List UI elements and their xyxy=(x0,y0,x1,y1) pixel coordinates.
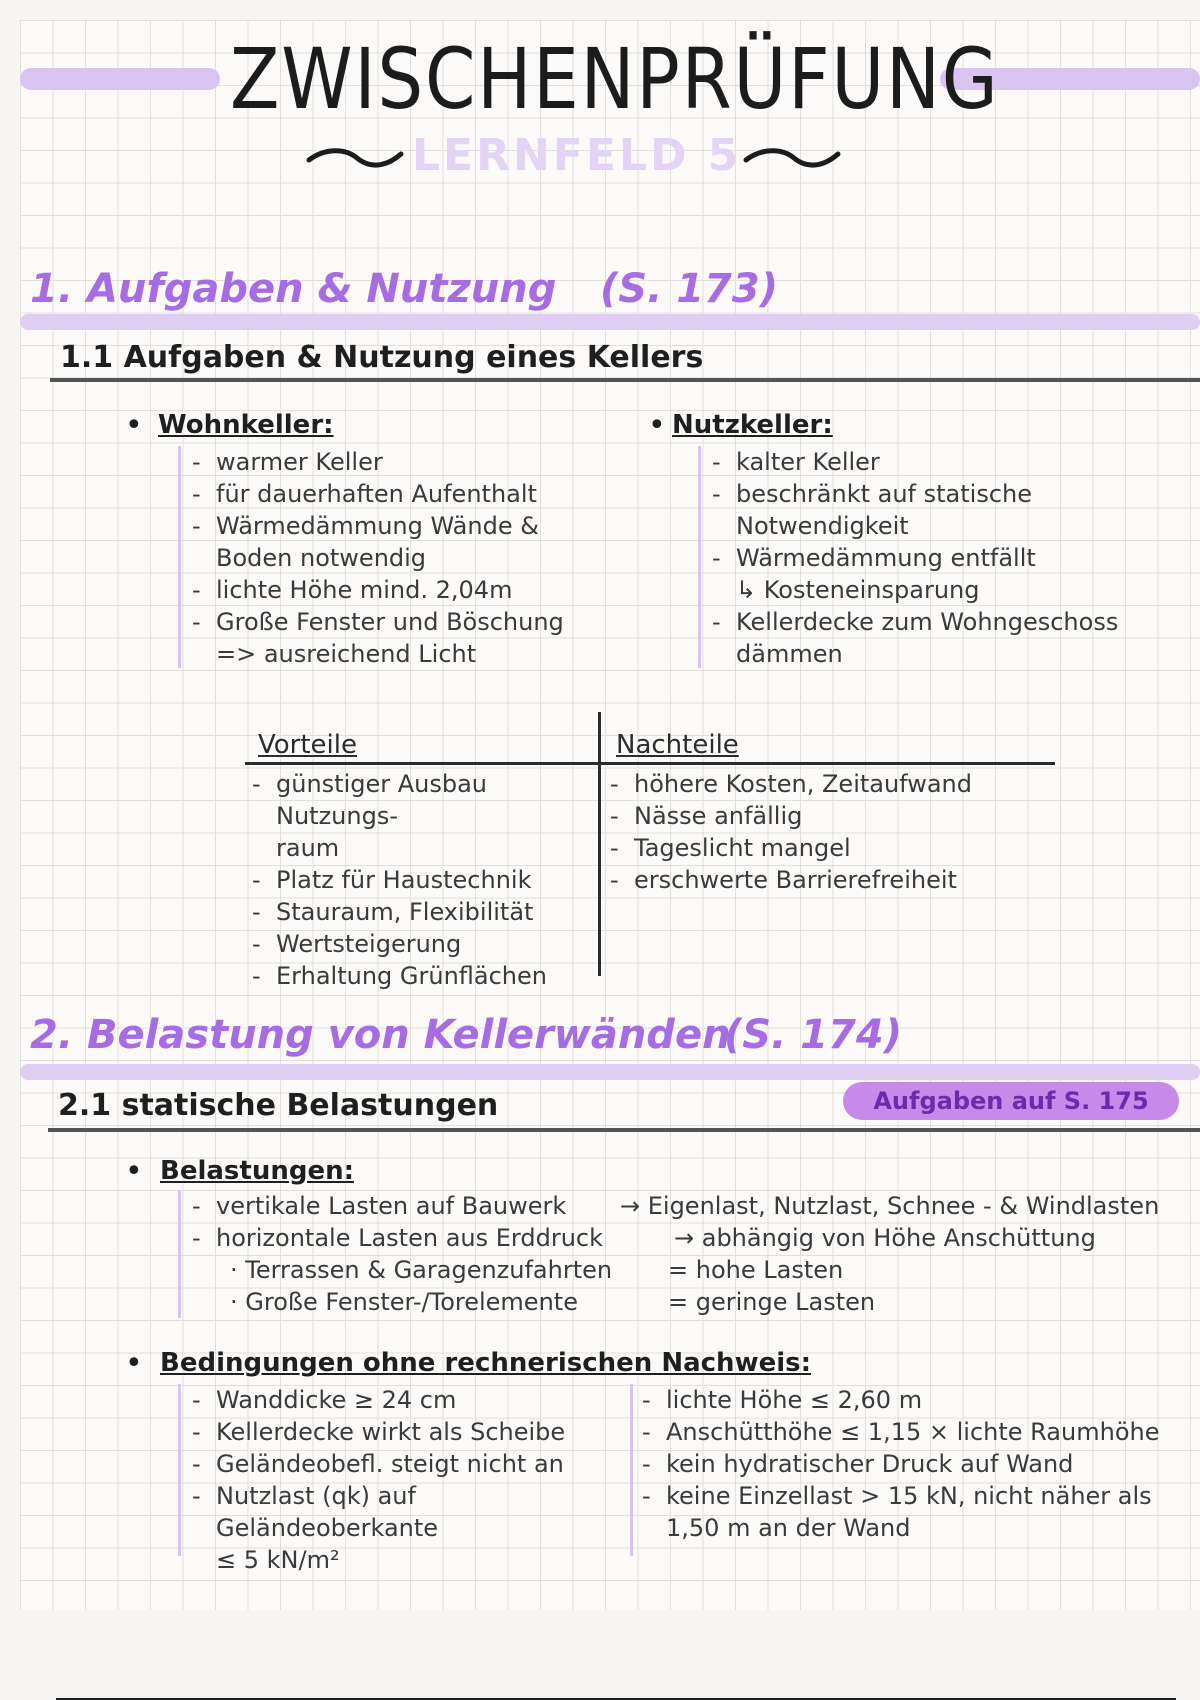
page-subtitle: LERNFELD 5 xyxy=(412,130,742,181)
list-item: - für dauerhaften Aufenthalt xyxy=(186,478,606,510)
section1-sub-rule xyxy=(50,378,1200,382)
section2-sub-rule xyxy=(48,1128,1200,1132)
section2-heading: 2. Belastung von Kellerwänden xyxy=(30,1012,731,1058)
bedingungen-label: Bedingungen ohne rechnerischen Nachweis: xyxy=(160,1348,812,1378)
belastung-arrow-1: → Eigenlast, Nutzlast, Schnee - & Windlasten xyxy=(620,1192,1160,1220)
wohnkeller-label: Wohnkeller: xyxy=(158,410,334,440)
list-item: - kein hydratischer Druck auf Wand xyxy=(636,1448,1198,1480)
list-item: - Geländeobefl. steigt nicht an xyxy=(186,1448,626,1480)
wohnkeller-bar xyxy=(178,446,181,668)
list-item: - Kellerdecke zum Wohngeschoss dämmen xyxy=(706,606,1196,670)
section1-page-ref: (S. 173) xyxy=(600,266,778,312)
bedingungen-bar-right xyxy=(630,1384,633,1556)
bedingungen-left-list xyxy=(186,1384,626,1576)
section2-page-ref: (S. 174) xyxy=(724,1012,902,1058)
vorteile-list xyxy=(246,768,596,992)
bullet-dot: • xyxy=(648,408,666,443)
swirl-right-icon xyxy=(742,146,842,170)
list-item: - vertikale Lasten auf Bauwerk xyxy=(186,1190,656,1222)
section1-subheading: 1.1 Aufgaben & Nutzung eines Kellers xyxy=(60,340,704,375)
bedingungen-bar-left xyxy=(178,1384,181,1556)
belastung-arrow-2: → abhängig von Höhe Anschüttung xyxy=(674,1224,1096,1252)
list-item: - Wärmedämmung entfällt ↳ Kosteneinsparung xyxy=(706,542,1196,606)
list-item: - Kellerdecke wirkt als Scheibe xyxy=(186,1416,626,1448)
belastung-sub-1: · Terrassen & Garagenzufahrten xyxy=(230,1256,613,1284)
list-item: - Wertsteigerung xyxy=(246,928,596,960)
belastungen-label: Belastungen: xyxy=(160,1156,354,1186)
tasks-badge: Aufgaben auf S. 175 xyxy=(843,1082,1179,1120)
wohnkeller-list xyxy=(186,446,606,670)
list-item: - Nutzlast (qk) auf Geländeoberkante ≤ 5 kN/m² xyxy=(186,1480,626,1576)
list-item: - höhere Kosten, Zeitaufwand xyxy=(604,768,1064,800)
list-item: - Anschütthöhe ≤ 1,15 × lichte Raumhöhe xyxy=(636,1416,1198,1448)
nutzkeller-list xyxy=(706,446,1196,670)
page-title: ZWISCHENPRÜFUNG xyxy=(230,30,1000,128)
list-item: - lichte Höhe mind. 2,04m xyxy=(186,574,606,606)
belastungen-list xyxy=(186,1190,656,1254)
list-item: - Wärmedämmung Wände & Boden notwendig xyxy=(186,510,606,574)
vorteile-header: Vorteile xyxy=(258,730,357,760)
table-vertical-rule xyxy=(598,712,601,976)
list-item: - günstiger Ausbau Nutzungs- raum xyxy=(246,768,596,864)
bedingungen-right-list xyxy=(636,1384,1198,1544)
list-item: - Platz für Haustechnik xyxy=(246,864,596,896)
list-item: - horizontale Lasten aus Erddruck xyxy=(186,1222,656,1254)
list-item: - keine Einzellast > 15 kN, nicht näher als 1,50 m an der Wand xyxy=(636,1480,1198,1544)
list-item: - erschwerte Barrierefreiheit xyxy=(604,864,1064,896)
belastungen-bar xyxy=(178,1190,181,1318)
nutzkeller-bar xyxy=(698,446,701,668)
belastung-sub-2: · Große Fenster-/Torelemente xyxy=(230,1288,578,1316)
nachteile-list xyxy=(604,768,1064,896)
bullet-dot: • xyxy=(125,408,143,443)
title-highlight-left xyxy=(20,68,220,90)
section2-highlight xyxy=(20,1064,1200,1080)
belastung-sub-1-result: = hohe Lasten xyxy=(668,1256,844,1284)
swirl-left-icon xyxy=(305,146,405,170)
belastung-sub-2-result: = geringe Lasten xyxy=(668,1288,876,1316)
bullet-dot: • xyxy=(125,1154,143,1189)
table-horizontal-rule xyxy=(245,762,1055,765)
list-item: - beschränkt auf statische Notwendigkeit xyxy=(706,478,1196,542)
list-item: - Nässe anfällig xyxy=(604,800,1064,832)
list-item: - Tageslicht mangel xyxy=(604,832,1064,864)
section2-subheading: 2.1 statische Belastungen xyxy=(58,1088,499,1123)
list-item: - Stauraum, Flexibilität xyxy=(246,896,596,928)
section1-highlight xyxy=(20,314,1200,330)
list-item: - lichte Höhe ≤ 2,60 m xyxy=(636,1384,1198,1416)
list-item: - Erhaltung Grünflächen xyxy=(246,960,596,992)
list-item: - Wanddicke ≥ 24 cm xyxy=(186,1384,626,1416)
list-item: - Große Fenster und Böschung => ausreichend Licht xyxy=(186,606,606,670)
bullet-dot: • xyxy=(125,1346,143,1381)
nachteile-header: Nachteile xyxy=(616,730,739,760)
list-item: - warmer Keller xyxy=(186,446,606,478)
list-item: - kalter Keller xyxy=(706,446,1196,478)
nutzkeller-label: Nutzkeller: xyxy=(672,410,833,440)
section1-heading: 1. Aufgaben & Nutzung xyxy=(30,266,557,312)
